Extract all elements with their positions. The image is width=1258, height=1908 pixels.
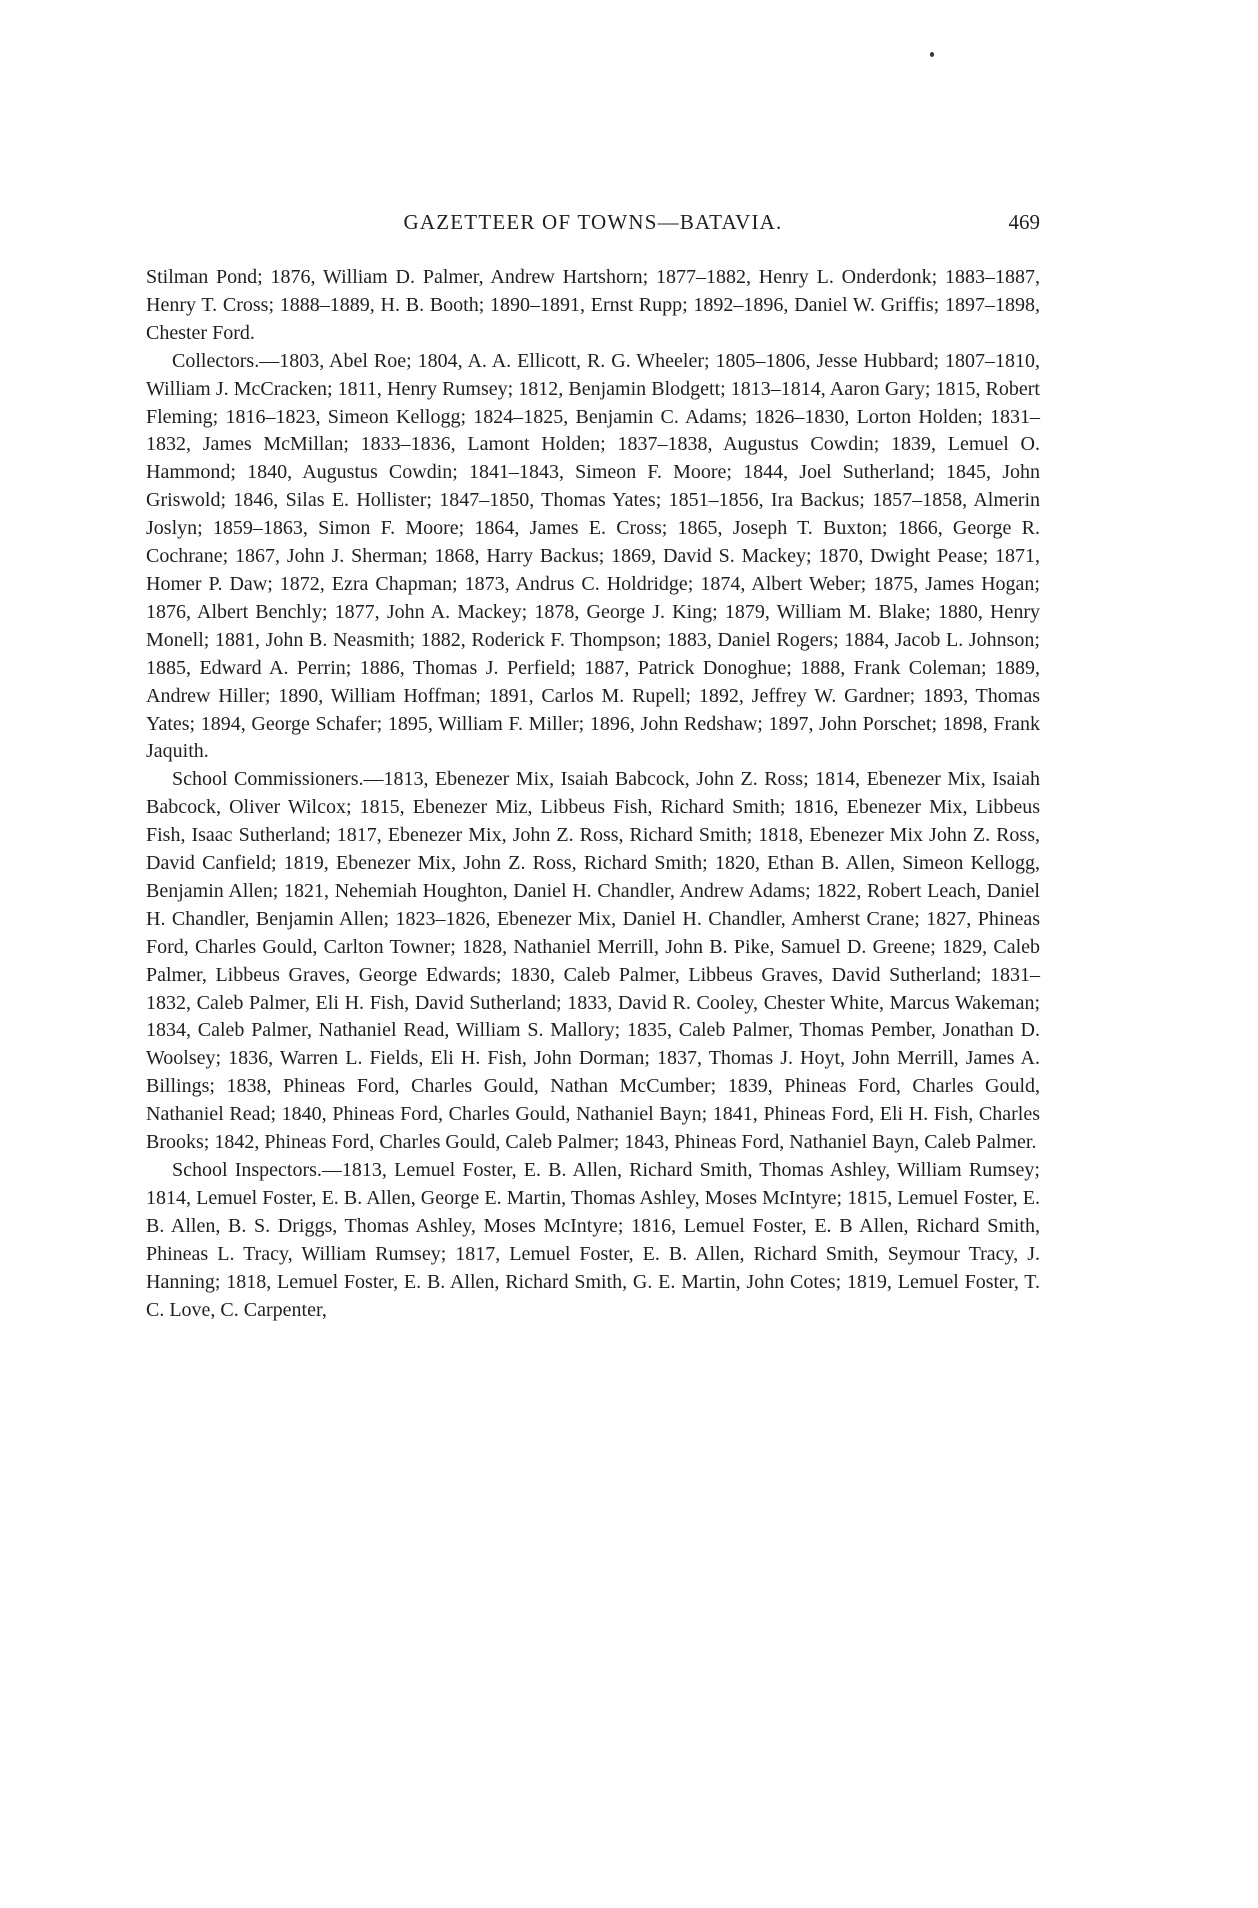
running-head: GAZETTEER OF TOWNS—BATAVIA. bbox=[403, 210, 783, 234]
paragraph-school-commissioners: School Commissioners.—1813, Ebenezer Mix, Isaiah Babcock, John Z. Ross; 1814, Ebenezer Mix, Isaiah Babcock, Oliver Wilcox; 1815, Ebenezer Miz, Libbeus Fish, Richard Smith; 1816, Ebenezer Mix, Libbeus Fish, Isaac Sutherland; 1817, Ebenezer Mix, John Z. Ross, Richard Smith; 1818, Ebenezer Mix John Z. Ross, David Canfield; 1819, Ebenezer Mix, John Z. Ross, Richard Smith; 1820, Ethan B. Allen, Simeon Kellogg, Benjamin Allen; 1821, Nehemiah Houghton, Daniel H. Chandler, Andrew Adams; 1822, Robert Leach, Daniel H. Chandler, Benjamin Allen; 1823–1826, Ebenezer Mix, Daniel H. Chandler, Amherst Crane; 1827, Phineas Ford, Charles Gould, Carlton Towner; 1828, Nathaniel Merrill, John B. Pike, Samuel D. Greene; 1829, Caleb Palmer, Libbeus Graves, George Edwards; 1830, Caleb Palmer, Libbeus Graves, David Sutherland; 1831–1832, Caleb Palmer, Eli H. Fish, David Sutherland; 1833, David R. Cooley, Chester White, Marcus Wakeman; 1834, Caleb Palmer, Nathaniel Read, William S. Mallory; 1835, Caleb Palmer, Thomas Pember, Jonathan D. Woolsey; 1836, Warren L. Fields, Eli H. Fish, John Dorman; 1837, Thomas J. Hoyt, John Merrill, James A. Billings; 1838, Phineas Ford, Charles Gould, Nathan McCumber; 1839, Phineas Ford, Charles Gould, Nathaniel Read; 1840, Phineas Ford, Charles Gould, Nathaniel Bayn; 1841, Phineas Ford, Eli H. Fish, Charles Brooks; 1842, Phineas Ford, Charles Gould, Caleb Palmer; 1843, Phineas Ford, Nathaniel Bayn, Caleb Palmer. bbox=[146, 768, 1040, 1154]
page-number: 469 bbox=[1008, 210, 1040, 234]
paragraph-collectors: Collectors.—1803, Abel Roe; 1804, A. A. Ellicott, R. G. Wheeler; 1805–1806, Jesse Hubbard; 1807–1810, William J. McCracken; 1811, Henry Rumsey; 1812, Benjamin Blodgett; 1813–1814, Aaron Gary; 1815, Robert Fleming; 1816–1823, Simeon Kellogg; 1824–1825, Benjamin C. Adams; 1826–1830, Lorton Holden; 1831–1832, James McMillan; 1833–1836, Lamont Holden; 1837–1838, Augustus Cowdin; 1839, Lemuel O. Hammond; 1840, Augustus Cowdin; 1841–1843, Simeon F. Moore; 1844, Joel Sutherland; 1845, John Griswold; 1846, Silas E. Hollister; 1847–1850, Thomas Yates; 1851–1856, Ira Backus; 1857–1858, Almerin Joslyn; 1859–1863, Simon F. Moore; 1864, James E. Cross; 1865, Joseph T. Buxton; 1866, George R. Cochrane; 1867, John J. Sherman; 1868, Harry Backus; 1869, David S. Mackey; 1870, Dwight Pease; 1871, Homer P. Daw; 1872, Ezra Chapman; 1873, Andrus C. Holdridge; 1874, Albert Weber; 1875, James Hogan; 1876, Albert Benchly; 1877, John A. Mackey; 1878, George J. King; 1879, William M. Blake; 1880, Henry Monell; 1881, John B. Neasmith; 1882, Roderick F. Thompson; 1883, Daniel Rogers; 1884, Jacob L. Johnson; 1885, Edward A. Perrin; 1886, Thomas J. Perfield; 1887, Patrick Donoghue; 1888, Frank Coleman; 1889, Andrew Hiller; 1890, William Hoffman; 1891, Carlos M. Rupell; 1892, Jeffrey W. Gardner; 1893, Thomas Yates; 1894, George Schafer; 1895, William F. Miller; 1896, John Redshaw; 1897, John Porschet; 1898, Frank Jaquith. bbox=[146, 349, 1040, 763]
body-text bbox=[146, 264, 1040, 1324]
page-header bbox=[146, 210, 1040, 238]
paragraph-school-inspectors: School Inspectors.—1813, Lemuel Foster, E. B. Allen, Richard Smith, Thomas Ashley, William Rumsey; 1814, Lemuel Foster, E. B. Allen, George E. Martin, Thomas Ashley, Moses McIntyre; 1815, Lemuel Foster, E. B. Allen, B. S. Driggs, Thomas Ashley, Moses McIntyre; 1816, Lemuel Foster, E. B Allen, Richard Smith, Phineas L. Tracy, William Rumsey; 1817, Lemuel Foster, E. B. Allen, Richard Smith, Seymour Tracy, J. Hanning; 1818, Lemuel Foster, E. B. Allen, Richard Smith, G. E. Martin, John Cotes; 1819, Lemuel Foster, T. C. Love, C. Carpenter, bbox=[146, 1159, 1040, 1321]
paragraph-supervisors-continued: Stilman Pond; 1876, William D. Palmer, Andrew Hartshorn; 1877–1882, Henry L. Onderdonk; 1883–1887, Henry T. Cross; 1888–1889, H. B. Booth; 1890–1891, Ernst Rupp; 1892–1896, Daniel W. Griffis; 1897–1898, Chester Ford. bbox=[146, 266, 1040, 344]
ink-speck bbox=[930, 52, 934, 57]
